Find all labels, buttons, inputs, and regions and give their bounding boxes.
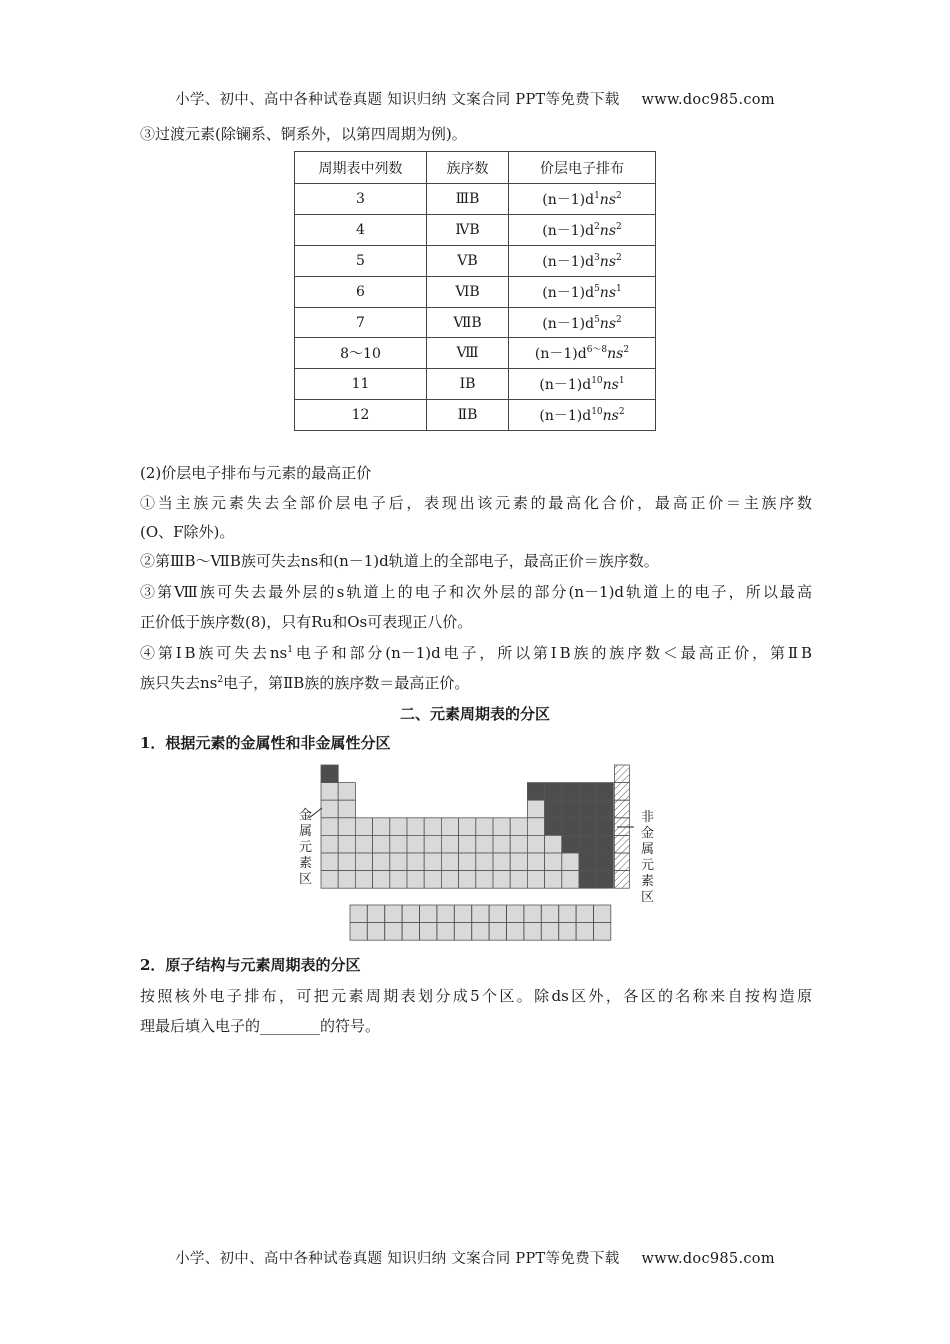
metal-region-label: 金属元素区 bbox=[299, 808, 313, 887]
table-cell bbox=[489, 923, 506, 941]
table-cell bbox=[459, 835, 476, 853]
config-base: (n－1)d bbox=[542, 253, 595, 270]
para1-line1: ①当主族元素失去全部价层电子后，表现出该元素的最高化合价，最高正价＝主族序数 bbox=[140, 494, 812, 512]
table-cell bbox=[596, 783, 613, 801]
table-cell bbox=[407, 853, 424, 871]
table-cell bbox=[355, 818, 372, 836]
table-cell bbox=[424, 818, 441, 836]
table-cell bbox=[476, 835, 493, 853]
para3-line2: 正价低于族序数(8)，只有Ru和Os可表现正八价。 bbox=[140, 613, 473, 631]
part2-title: 二、元素周期表的分区 bbox=[399, 705, 550, 723]
table-cell bbox=[459, 818, 476, 836]
table-cell bbox=[390, 818, 407, 836]
cell-group: ⅣB bbox=[427, 214, 509, 245]
table-cell bbox=[476, 853, 493, 871]
page-header bbox=[0, 88, 950, 109]
table-cell bbox=[579, 853, 596, 871]
config-s-count: 2 bbox=[618, 407, 625, 418]
table-cell bbox=[355, 853, 372, 871]
table-cell bbox=[373, 835, 390, 853]
table-cell bbox=[350, 923, 367, 941]
table-cell bbox=[390, 835, 407, 853]
table-cell bbox=[562, 783, 579, 801]
config-d-count: 2 bbox=[594, 221, 600, 232]
table-cell bbox=[596, 800, 613, 818]
table-cell bbox=[596, 871, 613, 889]
table-cell bbox=[338, 853, 355, 871]
table-cell bbox=[493, 871, 510, 889]
table-cell bbox=[596, 835, 613, 853]
table-cell bbox=[355, 835, 372, 853]
table-cell bbox=[476, 871, 493, 889]
periodic-table-diagram bbox=[0, 760, 950, 960]
cell-group: ⅡB bbox=[427, 400, 509, 431]
table-row bbox=[295, 276, 656, 307]
table-cell bbox=[321, 783, 338, 801]
section-title: (2)价层电子排布与元素的最高正价 bbox=[140, 464, 372, 482]
table-cell bbox=[562, 853, 579, 871]
config-ns: ns bbox=[602, 377, 619, 394]
config-d-count: 6～8 bbox=[586, 345, 608, 356]
cell-column: 3 bbox=[295, 184, 427, 215]
table-cell bbox=[420, 905, 437, 923]
table-cell bbox=[579, 871, 596, 889]
table-cell bbox=[562, 871, 579, 889]
para4-part4: 电子，第ⅡB族的族序数＝最高正价。 bbox=[223, 674, 470, 692]
table-cell bbox=[321, 765, 338, 783]
table-cell bbox=[424, 853, 441, 871]
config-d-count: 10 bbox=[591, 376, 603, 387]
subsection1-title: 1．根据元素的金属性和非金属性分区 bbox=[140, 734, 391, 752]
noble-gas-cell bbox=[614, 835, 629, 853]
cell-group: ⅠB bbox=[427, 369, 509, 400]
table-cell bbox=[579, 783, 596, 801]
config-ns: ns bbox=[607, 346, 624, 363]
para4-part1: ④第ⅠB族可失去ns bbox=[140, 644, 288, 662]
config-base: (n－1)d bbox=[542, 284, 595, 301]
table-cell bbox=[338, 818, 355, 836]
table-cell bbox=[579, 800, 596, 818]
table-cell bbox=[559, 905, 576, 923]
config-base: (n－1)d bbox=[534, 346, 587, 363]
config-d-count: 10 bbox=[591, 407, 603, 418]
table-cell bbox=[527, 835, 544, 853]
footer-url: www.doc985.com bbox=[641, 1251, 775, 1267]
nonmetal-region-label: 非金属元素区 bbox=[641, 810, 655, 905]
table-cell bbox=[373, 871, 390, 889]
config-ns: ns bbox=[599, 253, 616, 270]
config-ns: ns bbox=[602, 408, 619, 425]
table-cell bbox=[579, 818, 596, 836]
table-cell bbox=[321, 835, 338, 853]
cell-config bbox=[509, 276, 656, 307]
table-cell bbox=[524, 923, 541, 941]
table-cell bbox=[338, 800, 355, 818]
body-line1: 按照核外电子排布，可把元素周期表划分成5个区。除ds区外，各区的名称来自按构造原 bbox=[140, 987, 812, 1005]
table-cell bbox=[576, 905, 593, 923]
para1-line2: (O、F除外)。 bbox=[140, 523, 235, 541]
table-cell bbox=[390, 853, 407, 871]
table-cell bbox=[545, 853, 562, 871]
table-cell bbox=[441, 835, 458, 853]
config-s-count: 2 bbox=[623, 345, 630, 356]
table-row bbox=[295, 214, 656, 245]
config-ns: ns bbox=[599, 191, 616, 208]
table-cell bbox=[545, 818, 562, 836]
table-cell bbox=[407, 818, 424, 836]
config-d-count: 3 bbox=[594, 252, 600, 263]
config-base: (n－1)d bbox=[542, 222, 595, 239]
para4-line2 bbox=[140, 673, 812, 693]
table-row bbox=[295, 369, 656, 400]
para4-sup2: 2 bbox=[217, 675, 224, 685]
table-header-column: 周期表中列数 bbox=[295, 152, 427, 184]
table-cell bbox=[596, 853, 613, 871]
para4-sup1: 1 bbox=[287, 645, 293, 655]
table-cell bbox=[510, 835, 527, 853]
table-cell bbox=[321, 871, 338, 889]
config-base: (n－1)d bbox=[539, 408, 592, 425]
table-cell bbox=[507, 905, 524, 923]
para4-line1 bbox=[140, 643, 812, 663]
cell-column: 8～10 bbox=[295, 338, 427, 369]
config-d-count: 5 bbox=[594, 283, 600, 294]
table-row bbox=[295, 400, 656, 431]
table-cell bbox=[576, 923, 593, 941]
config-d-count: 1 bbox=[594, 190, 600, 201]
noble-gas-cell bbox=[614, 871, 629, 889]
subsection2-title: 2．原子结构与元素周期表的分区 bbox=[140, 956, 361, 974]
table-cell bbox=[441, 871, 458, 889]
table-cell bbox=[510, 818, 527, 836]
transition-title: ③过渡元素(除镧系、锕系外，以第四周期为例)。 bbox=[140, 125, 467, 143]
cell-group: ⅢB bbox=[427, 184, 509, 215]
config-s-count: 2 bbox=[616, 221, 622, 232]
table-cell bbox=[527, 853, 544, 871]
table-cell bbox=[407, 871, 424, 889]
table-cell bbox=[493, 818, 510, 836]
noble-gas-cell bbox=[614, 765, 629, 783]
header-text: 小学、初中、高中各种试卷真题 知识归纳 文案合同 PPT等免费下载 bbox=[175, 92, 620, 108]
cell-config bbox=[509, 400, 656, 431]
noble-gas-cell bbox=[614, 783, 629, 801]
table-cell bbox=[385, 905, 402, 923]
config-d-count: 5 bbox=[594, 314, 600, 325]
table-cell bbox=[321, 800, 338, 818]
table-cell bbox=[559, 923, 576, 941]
table-cell bbox=[527, 818, 544, 836]
table-cell bbox=[441, 818, 458, 836]
table-cell bbox=[402, 923, 419, 941]
table-cell bbox=[472, 923, 489, 941]
cell-config bbox=[509, 338, 656, 369]
table-cell bbox=[420, 923, 437, 941]
cell-group: ⅤB bbox=[427, 245, 509, 276]
table-cell bbox=[437, 905, 454, 923]
table-cell bbox=[545, 835, 562, 853]
config-base: (n－1)d bbox=[539, 377, 592, 394]
config-s-count: 1 bbox=[616, 283, 622, 294]
cell-group: Ⅷ bbox=[427, 338, 509, 369]
table-cell bbox=[459, 871, 476, 889]
table-cell bbox=[493, 835, 510, 853]
cell-group: ⅥB bbox=[427, 276, 509, 307]
table-cell bbox=[527, 783, 544, 801]
para4-part3: 族只失去ns bbox=[140, 674, 218, 692]
config-ns: ns bbox=[599, 315, 616, 332]
periodic-table-grid bbox=[321, 765, 613, 940]
table-cell bbox=[402, 905, 419, 923]
config-ns: ns bbox=[599, 284, 616, 301]
table-cell bbox=[390, 871, 407, 889]
table-cell bbox=[524, 905, 541, 923]
table-cell bbox=[424, 871, 441, 889]
table-row bbox=[295, 245, 656, 276]
footer-text: 小学、初中、高中各种试卷真题 知识归纳 文案合同 PPT等免费下载 bbox=[175, 1251, 620, 1267]
table-cell bbox=[579, 835, 596, 853]
table-cell bbox=[459, 853, 476, 871]
table-cell bbox=[321, 853, 338, 871]
table-cell bbox=[472, 905, 489, 923]
config-base: (n－1)d bbox=[542, 315, 595, 332]
config-s-count: 2 bbox=[616, 252, 622, 263]
table-cell bbox=[562, 835, 579, 853]
cell-column: 5 bbox=[295, 245, 427, 276]
table-cell bbox=[338, 835, 355, 853]
cell-column: 7 bbox=[295, 307, 427, 338]
table-cell bbox=[527, 800, 544, 818]
config-s-count: 2 bbox=[616, 190, 622, 201]
para3-line1: ③第Ⅷ族可失去最外层的s轨道上的电子和次外层的部分(n－1)d轨道上的电子，所以最高 bbox=[140, 583, 812, 601]
config-ns: ns bbox=[599, 222, 616, 239]
transition-config-table bbox=[294, 151, 656, 431]
config-s-count: 1 bbox=[618, 376, 625, 387]
table-cell bbox=[562, 800, 579, 818]
cell-column: 12 bbox=[295, 400, 427, 431]
table-header-group: 族序数 bbox=[427, 152, 509, 184]
table-cell bbox=[355, 871, 372, 889]
table-cell bbox=[545, 871, 562, 889]
table-cell bbox=[437, 923, 454, 941]
table-row bbox=[295, 307, 656, 338]
table-cell bbox=[454, 923, 471, 941]
cell-column: 6 bbox=[295, 276, 427, 307]
cell-config bbox=[509, 307, 656, 338]
config-s-count: 2 bbox=[616, 314, 622, 325]
noble-gas-cell bbox=[614, 853, 629, 871]
table-cell bbox=[321, 818, 338, 836]
table-cell bbox=[385, 923, 402, 941]
cell-config bbox=[509, 245, 656, 276]
cell-config bbox=[509, 369, 656, 400]
noble-gas-cell bbox=[614, 800, 629, 818]
table-cell bbox=[441, 853, 458, 871]
table-cell bbox=[541, 923, 558, 941]
table-cell bbox=[424, 835, 441, 853]
header-url: www.doc985.com bbox=[641, 92, 775, 108]
table-cell bbox=[350, 905, 367, 923]
cell-column: 11 bbox=[295, 369, 427, 400]
table-cell bbox=[541, 905, 558, 923]
table-cell bbox=[562, 818, 579, 836]
table-cell bbox=[527, 871, 544, 889]
table-cell bbox=[545, 783, 562, 801]
cell-column: 4 bbox=[295, 214, 427, 245]
table-row bbox=[295, 184, 656, 215]
cell-config bbox=[509, 184, 656, 215]
table-row bbox=[295, 338, 656, 369]
table-cell bbox=[476, 818, 493, 836]
para4-part2: 电子和部分(n－1)d电子，所以第ⅠB族的族序数＜最高正价，第ⅡB bbox=[293, 644, 812, 662]
table-cell bbox=[373, 853, 390, 871]
table-cell bbox=[338, 871, 355, 889]
table-cell bbox=[510, 853, 527, 871]
table-cell bbox=[407, 835, 424, 853]
table-cell bbox=[545, 800, 562, 818]
table-cell bbox=[367, 905, 384, 923]
table-cell bbox=[594, 905, 611, 923]
table-cell bbox=[367, 923, 384, 941]
table-cell bbox=[489, 905, 506, 923]
table-cell bbox=[454, 905, 471, 923]
page-footer bbox=[0, 1247, 950, 1268]
table-cell bbox=[338, 783, 355, 801]
table-cell bbox=[493, 853, 510, 871]
cell-group: ⅦB bbox=[427, 307, 509, 338]
table-cell bbox=[510, 871, 527, 889]
table-cell bbox=[594, 923, 611, 941]
cell-config bbox=[509, 214, 656, 245]
table-cell bbox=[507, 923, 524, 941]
table-cell bbox=[596, 818, 613, 836]
para2: ②第ⅢB～ⅦB族可失去ns和(n－1)d轨道上的全部电子，最高正价＝族序数。 bbox=[140, 552, 659, 570]
table-header-config: 价层电子排布 bbox=[509, 152, 656, 184]
config-base: (n－1)d bbox=[542, 191, 595, 208]
table-cell bbox=[373, 818, 390, 836]
body-line2: 理最后填入电子的________的符号。 bbox=[140, 1017, 381, 1035]
